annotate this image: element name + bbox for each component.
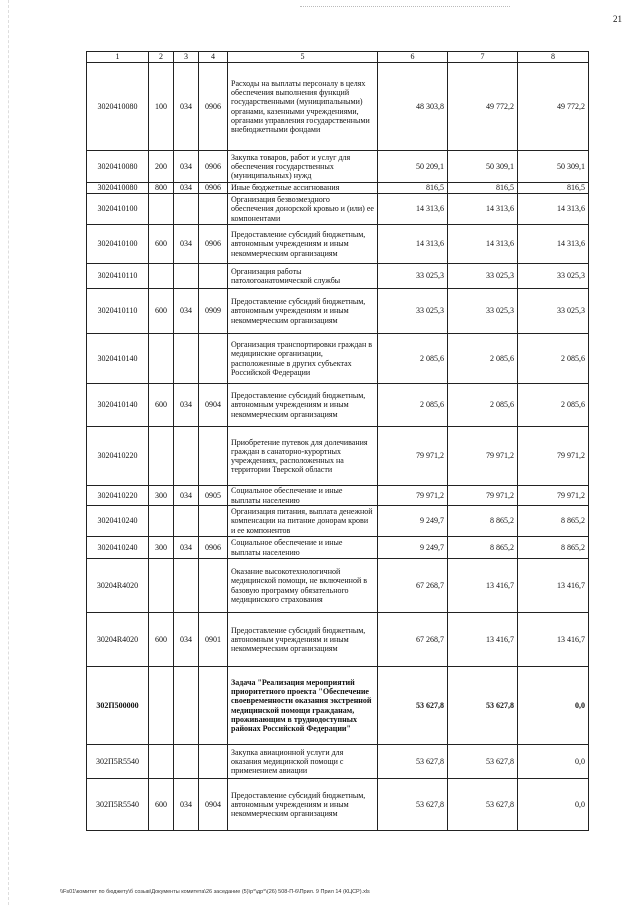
- table-row: [87, 427, 589, 486]
- cell-code: 3020410110: [87, 264, 149, 289]
- cell-ministry: [174, 264, 199, 289]
- cell-amount-1: 9 249,7: [378, 506, 448, 537]
- cell-amount-1: 9 249,7: [378, 537, 448, 559]
- cell-section: [199, 334, 228, 384]
- cell-code: 30204R4020: [87, 559, 149, 613]
- cell-code: 302П5R5540: [87, 745, 149, 779]
- cell-section: 0906: [199, 537, 228, 559]
- cell-expense-type: 200: [149, 151, 174, 183]
- cell-amount-3: 0,0: [518, 667, 589, 745]
- cell-amount-2: 50 309,1: [448, 151, 518, 183]
- cell-section: 0906: [199, 151, 228, 183]
- cell-name: Закупка авиационной услуги для оказания медицинской помощи с применением авиации: [228, 745, 378, 779]
- cell-amount-2: 2 085,6: [448, 384, 518, 427]
- cell-amount-3: 8 865,2: [518, 537, 589, 559]
- cell-amount-1: 14 313,6: [378, 225, 448, 264]
- cell-expense-type: 600: [149, 384, 174, 427]
- cell-expense-type: 800: [149, 183, 174, 194]
- cell-section: [199, 506, 228, 537]
- cell-section: 0909: [199, 289, 228, 334]
- cell-section: [199, 559, 228, 613]
- cell-amount-2: 33 025,3: [448, 289, 518, 334]
- cell-ministry: 034: [174, 486, 199, 506]
- header-col-1: 1: [87, 52, 149, 63]
- cell-amount-3: 33 025,3: [518, 264, 589, 289]
- cell-amount-2: 14 313,6: [448, 225, 518, 264]
- cell-amount-3: 33 025,3: [518, 289, 589, 334]
- cell-amount-3: 79 971,2: [518, 486, 589, 506]
- table-header-row: [87, 52, 589, 63]
- header-col-7: 7: [448, 52, 518, 63]
- table-row: [87, 537, 589, 559]
- cell-section: 0901: [199, 613, 228, 667]
- cell-name: Организация транспортировки граждан в медицинские организации, расположенные в других субъектах Российской Федерации: [228, 334, 378, 384]
- cell-amount-2: 2 085,6: [448, 334, 518, 384]
- top-scan-marks: [300, 6, 510, 8]
- table-row: [87, 289, 589, 334]
- cell-amount-1: 53 627,8: [378, 745, 448, 779]
- cell-expense-type: [149, 559, 174, 613]
- cell-ministry: [174, 427, 199, 486]
- cell-amount-1: 14 313,6: [378, 194, 448, 225]
- cell-expense-type: [149, 667, 174, 745]
- cell-name: Предоставление субсидий бюджетным, автономным учреждениям и иным некоммерческим организациям: [228, 384, 378, 427]
- cell-amount-1: 79 971,2: [378, 486, 448, 506]
- cell-section: [199, 667, 228, 745]
- cell-amount-3: 2 085,6: [518, 384, 589, 427]
- cell-code: 3020410240: [87, 537, 149, 559]
- cell-amount-2: 816,5: [448, 183, 518, 194]
- cell-expense-type: [149, 264, 174, 289]
- cell-amount-3: 13 416,7: [518, 559, 589, 613]
- cell-ministry: [174, 506, 199, 537]
- cell-amount-2: 33 025,3: [448, 264, 518, 289]
- cell-amount-1: 67 268,7: [378, 559, 448, 613]
- cell-ministry: 034: [174, 225, 199, 264]
- table-row: [87, 486, 589, 506]
- cell-amount-2: 53 627,8: [448, 667, 518, 745]
- cell-amount-1: 53 627,8: [378, 779, 448, 831]
- cell-expense-type: [149, 427, 174, 486]
- cell-amount-3: 0,0: [518, 779, 589, 831]
- cell-amount-1: 33 025,3: [378, 264, 448, 289]
- table-row: [87, 745, 589, 779]
- cell-expense-type: 300: [149, 537, 174, 559]
- cell-code: 3020410100: [87, 225, 149, 264]
- cell-expense-type: 600: [149, 225, 174, 264]
- cell-name: Организация работы патологоанатомической службы: [228, 264, 378, 289]
- cell-section: 0906: [199, 225, 228, 264]
- header-col-6: 6: [378, 52, 448, 63]
- cell-name: Социальное обеспечение и иные выплаты населению: [228, 537, 378, 559]
- cell-ministry: 034: [174, 537, 199, 559]
- cell-expense-type: [149, 745, 174, 779]
- cell-amount-3: 8 865,2: [518, 506, 589, 537]
- cell-code: 3020410110: [87, 289, 149, 334]
- cell-ministry: [174, 194, 199, 225]
- cell-code: 3020410240: [87, 506, 149, 537]
- cell-name: Приобретение путевок для долечивания граждан в санаторно-курортных учреждениях, расположенных на территории Тверской области: [228, 427, 378, 486]
- cell-amount-3: 50 309,1: [518, 151, 589, 183]
- cell-amount-1: 816,5: [378, 183, 448, 194]
- table-row: [87, 194, 589, 225]
- table-row: [87, 779, 589, 831]
- cell-ministry: [174, 334, 199, 384]
- cell-amount-1: 50 209,1: [378, 151, 448, 183]
- table-row: [87, 384, 589, 427]
- cell-name: Социальное обеспечение и иные выплаты населению: [228, 486, 378, 506]
- cell-amount-2: 49 772,2: [448, 63, 518, 151]
- cell-ministry: 034: [174, 151, 199, 183]
- cell-ministry: [174, 559, 199, 613]
- cell-name: Задача "Реализация мероприятий приоритетного проекта "Обеспечение своевременности оказания экстренной медицинской помощи гражданам, проживающим в труднодоступных районах Российской Федерации": [228, 667, 378, 745]
- cell-amount-2: 79 971,2: [448, 427, 518, 486]
- cell-ministry: 034: [174, 183, 199, 194]
- cell-code: 3020410220: [87, 486, 149, 506]
- cell-amount-2: 53 627,8: [448, 745, 518, 779]
- table-row: [87, 559, 589, 613]
- cell-ministry: [174, 667, 199, 745]
- cell-code: 3020410140: [87, 334, 149, 384]
- cell-section: 0905: [199, 486, 228, 506]
- cell-amount-2: 8 865,2: [448, 506, 518, 537]
- cell-amount-2: 13 416,7: [448, 559, 518, 613]
- cell-expense-type: 600: [149, 779, 174, 831]
- cell-expense-type: 600: [149, 613, 174, 667]
- cell-code: 3020410220: [87, 427, 149, 486]
- cell-code: 3020410100: [87, 194, 149, 225]
- cell-code: 30204R4020: [87, 613, 149, 667]
- cell-name: Предоставление субсидий бюджетным, автономным учреждениям и иным некоммерческим организациям: [228, 779, 378, 831]
- header-col-8: 8: [518, 52, 589, 63]
- cell-amount-2: 13 416,7: [448, 613, 518, 667]
- cell-ministry: 034: [174, 289, 199, 334]
- cell-amount-1: 48 303,8: [378, 63, 448, 151]
- cell-section: [199, 745, 228, 779]
- table-row: [87, 613, 589, 667]
- cell-ministry: 034: [174, 63, 199, 151]
- cell-amount-3: 816,5: [518, 183, 589, 194]
- cell-amount-3: 14 313,6: [518, 194, 589, 225]
- cell-section: 0904: [199, 779, 228, 831]
- cell-name: Предоставление субсидий бюджетным, автономным учреждениям и иным некоммерческим организациям: [228, 289, 378, 334]
- cell-amount-1: 53 627,8: [378, 667, 448, 745]
- cell-name: Оказание высокотехнологичной медицинской помощи, не включенной в базовую программу обязательного медицинского страхования: [228, 559, 378, 613]
- table-row: [87, 225, 589, 264]
- cell-amount-3: 79 971,2: [518, 427, 589, 486]
- cell-expense-type: 100: [149, 63, 174, 151]
- cell-section: 0906: [199, 63, 228, 151]
- cell-name: Организация питания, выплата денежной компенсации на питание донорам крови и ее компонентов: [228, 506, 378, 537]
- cell-code: 3020410080: [87, 151, 149, 183]
- cell-code: 3020410080: [87, 183, 149, 194]
- cell-amount-1: 67 268,7: [378, 613, 448, 667]
- table-row: [87, 506, 589, 537]
- table-row: [87, 667, 589, 745]
- table-row: [87, 264, 589, 289]
- cell-ministry: 034: [174, 384, 199, 427]
- table-row: [87, 183, 589, 194]
- cell-code: 302П5R5540: [87, 779, 149, 831]
- cell-section: [199, 264, 228, 289]
- table-row: [87, 151, 589, 183]
- cell-amount-3: 0,0: [518, 745, 589, 779]
- cell-amount-3: 49 772,2: [518, 63, 589, 151]
- cell-amount-1: 2 085,6: [378, 334, 448, 384]
- cell-amount-1: 2 085,6: [378, 384, 448, 427]
- cell-name: Расходы на выплаты персоналу в целях обеспечения выполнения функций государственными (муниципальными) органами, казенными учреждениями, органами управления государственными внебюджетными фондами: [228, 63, 378, 151]
- cell-name: Закупка товаров, работ и услуг для обеспечения государственных (муниципальных) нужд: [228, 151, 378, 183]
- cell-ministry: [174, 745, 199, 779]
- cell-amount-2: 53 627,8: [448, 779, 518, 831]
- cell-name: Предоставление субсидий бюджетным, автономным учреждениям и иным некоммерческим организациям: [228, 613, 378, 667]
- cell-amount-1: 79 971,2: [378, 427, 448, 486]
- cell-expense-type: 300: [149, 486, 174, 506]
- cell-amount-3: 13 416,7: [518, 613, 589, 667]
- cell-name: Иные бюджетные ассигнования: [228, 183, 378, 194]
- cell-section: [199, 194, 228, 225]
- table-row: [87, 334, 589, 384]
- cell-amount-1: 33 025,3: [378, 289, 448, 334]
- cell-code: 3020410080: [87, 63, 149, 151]
- cell-amount-3: 14 313,6: [518, 225, 589, 264]
- cell-expense-type: [149, 506, 174, 537]
- cell-amount-2: 79 971,2: [448, 486, 518, 506]
- cell-section: 0906: [199, 183, 228, 194]
- budget-table: [86, 51, 589, 831]
- cell-code: 302П500000: [87, 667, 149, 745]
- cell-name: Предоставление субсидий бюджетным, автономным учреждениям и иным некоммерческим организациям: [228, 225, 378, 264]
- cell-ministry: 034: [174, 779, 199, 831]
- header-col-4: 4: [199, 52, 228, 63]
- header-col-3: 3: [174, 52, 199, 63]
- page-number: 21: [613, 14, 622, 24]
- cell-ministry: 034: [174, 613, 199, 667]
- footer-file-path: \\Fs01\комитет по бюджету\б созыв\Документы комитета\26 заседание (5)\р°\др°\(26) 508-П-6\Прил. 9 Прил 14 (КЦСР).xls: [60, 889, 370, 895]
- cell-section: 0904: [199, 384, 228, 427]
- table-row: [87, 63, 589, 151]
- header-col-5: 5: [228, 52, 378, 63]
- cell-amount-2: 14 313,6: [448, 194, 518, 225]
- cell-section: [199, 427, 228, 486]
- cell-name: Организация безвозмездного обеспечения донорской кровью и (или) ее компонентами: [228, 194, 378, 225]
- header-col-2: 2: [149, 52, 174, 63]
- cell-expense-type: [149, 194, 174, 225]
- cell-expense-type: 600: [149, 289, 174, 334]
- cell-code: 3020410140: [87, 384, 149, 427]
- binding-margin-marks: [8, 0, 10, 905]
- cell-amount-2: 8 865,2: [448, 537, 518, 559]
- cell-amount-3: 2 085,6: [518, 334, 589, 384]
- cell-expense-type: [149, 334, 174, 384]
